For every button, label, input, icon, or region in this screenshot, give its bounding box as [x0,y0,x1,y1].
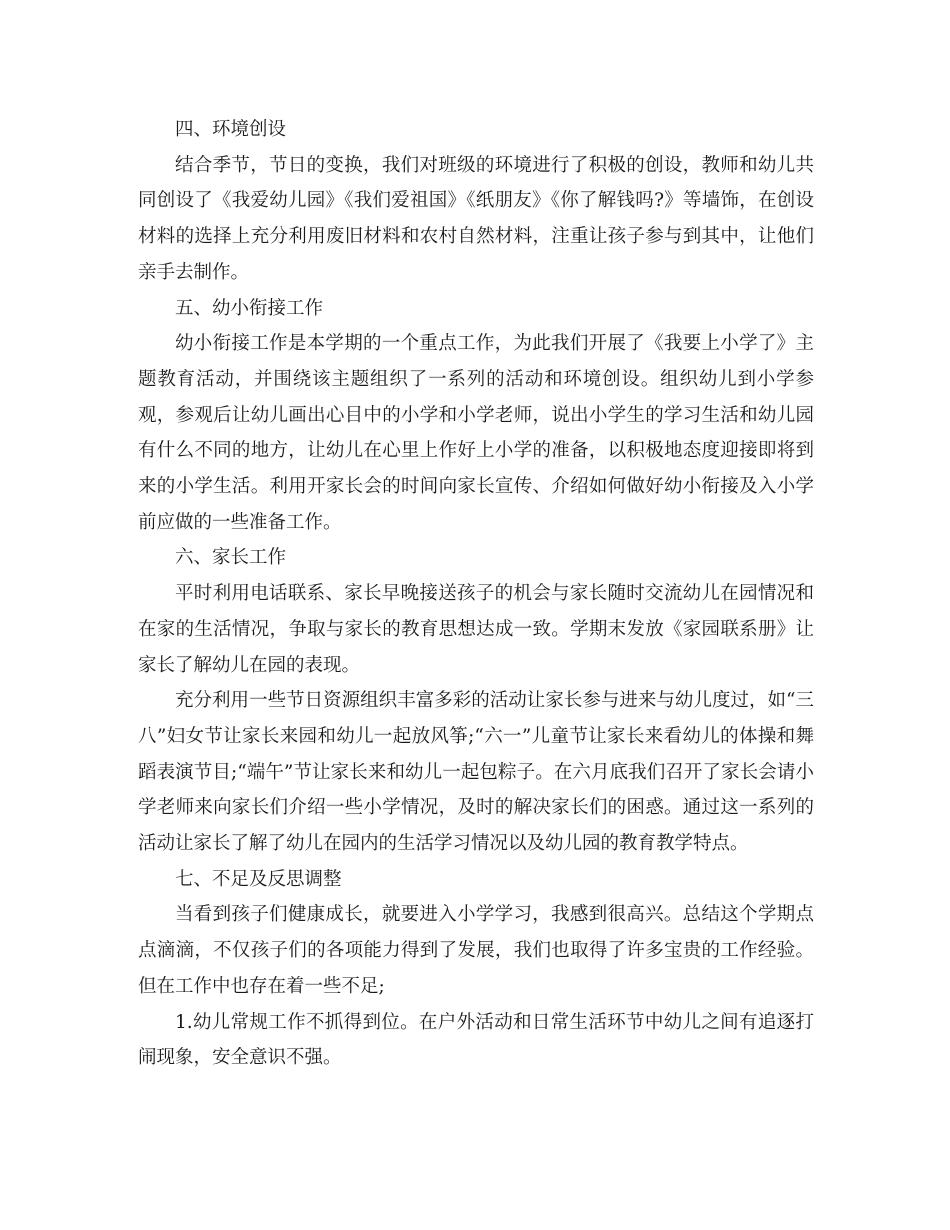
section-heading-parents: 六、家长工作 [175,547,287,569]
section-heading-transition: 五、幼小衔接工作 [175,297,324,319]
paragraph-parents-activities: 充分利用一些节日资源组织丰富多彩的活动让家长参与进来与幼儿度过，如“三八”妇女节让家长来园和幼儿一起放风筝;“六一”儿童节让家长来看幼儿的体操和舞蹈表演节目;“端午”节让家长来和幼儿一起包粽子。在六月底我们召开了家长会请小学老师来向家长们介绍一些小学情况，及时的解决家长们的困惑。通过这一系列的活动让家长了解了幼儿在园内的生活学习情况以及幼儿园的教育教学特点。 [138,690,814,855]
paragraph-shortcomings-intro: 当看到孩子们健康成长，就要进入小学学习，我感到很高兴。总结这个学期点点滴滴，不仅孩子们的各项能力得到了发展，我们也取得了许多宝贵的工作经验。但在工作中也存在着一些不足; [138,904,814,997]
section-heading-shortcomings: 七、不足及反思调整 [175,868,342,890]
paragraph-shortcomings-item-1: 1.幼儿常规工作不抓得到位。在户外活动和日常生活环节中幼儿之间有追逐打闹现象，安全意识不强。 [138,1011,814,1069]
paragraph-parents-communication: 平时利用电话联系、家长早晚接送孩子的机会与家长随时交流幼儿在园情况和在家的生活情况，争取与家长的教育思想达成一致。学期末发放《家园联系册》让家长了解幼儿在园的表现。 [138,583,814,676]
paragraph-environment: 结合季节，节日的变换，我们对班级的环境进行了积极的创设，教师和幼儿共同创设了《我爱幼儿园》《我们爱祖国》《纸朋友》《你了解钱吗?》等墙饰，在创设材料的选择上充分利用废旧材料和农村自然材料，注重让孩子参与到其中，让他们亲手去制作。 [138,154,814,283]
document-body [138,112,814,1076]
paragraph-transition: 幼小衔接工作是本学期的一个重点工作，为此我们开展了《我要上小学了》主题教育活动，并围绕该主题组织了一系列的活动和环境创设。组织幼儿到小学参观，参观后让幼儿画出心目中的小学和小学老师，说出小学生的学习生活和幼儿园有什么不同的地方，让幼儿在心里上作好上小学的准备，以积极地态度迎接即将到来的小学生活。利用开家长会的时间向家长宣传、介绍如何做好幼小衔接及入小学前应做的一些准备工作。 [138,333,814,533]
section-heading-environment: 四、环境创设 [175,119,287,140]
